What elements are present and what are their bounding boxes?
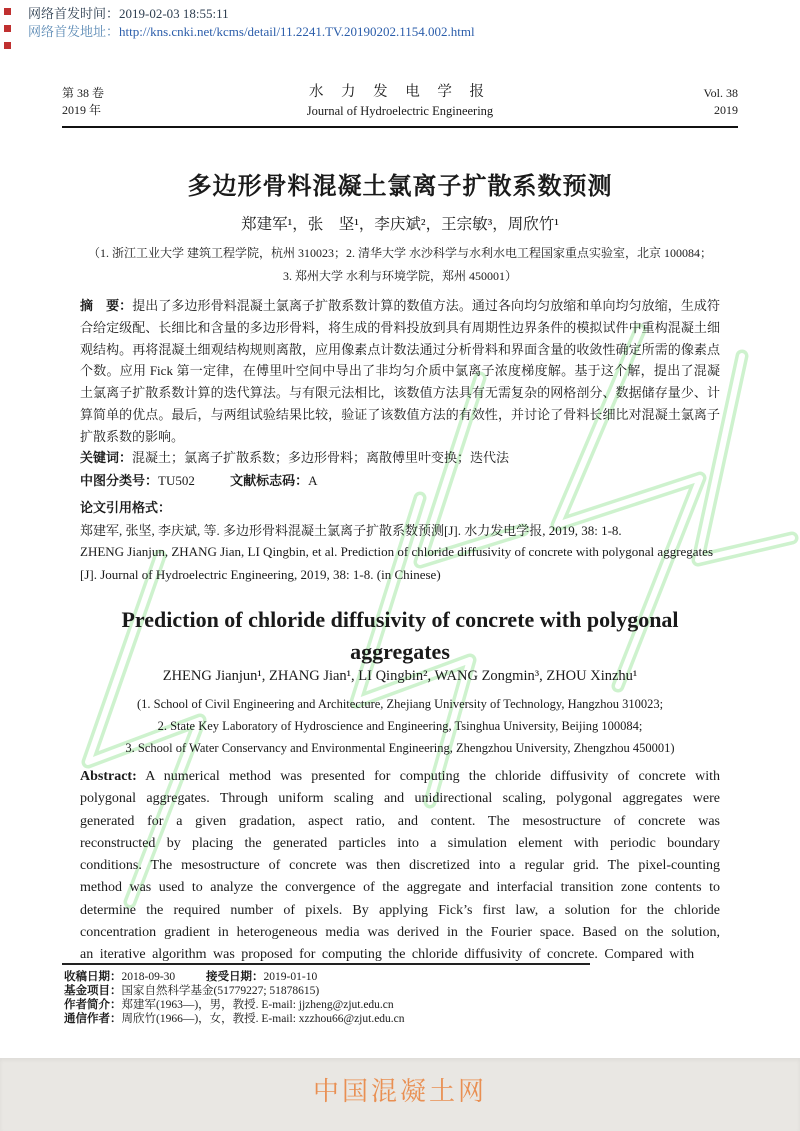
clc-value: TU502 — [158, 473, 195, 488]
journal-title-cn: 水 力 发 电 学 报 — [308, 84, 492, 100]
article-title-cn: 多边形骨料混凝土氯离子扩散系数预测 — [187, 174, 613, 200]
authors-en: ZHENG Jianjun¹, ZHANG Jian¹, LI Qingbin², WANG Zongmin³, ZHOU Xinzhu¹ — [162, 668, 638, 684]
keywords-label: 关键词： — [80, 450, 133, 465]
abstract-cn-label: 摘 要： — [80, 298, 133, 313]
abstract-cn — [80, 295, 720, 448]
bio-text: 郑建军(1963—)，男，教授. E-mail: jjzheng@zjut.edu.cn — [121, 999, 394, 1011]
bio-label: 作者简介： — [64, 999, 122, 1011]
fund-label: 基金项目： — [64, 985, 122, 997]
abstract-en-text: A numerical method was presented for computing the chloride diffusivity of concrete with polygonal aggregates. Through uniform scaling and unidirectional scaling, polygonal aggregates were generated for a given gradation, aspect ratio, and content. The mesostructure of concrete was reconstructed by placing the generated particles into a simulation element with periodic boundary conditions. The mesostructure of concrete was then discretized into a regular grid. The pixel-counting method was used to analyze the convergence of the aggregate and interfacial transition zone contents to determine the required number of pixels. By applying Fick’s first law, a solution for the chloride concentration gradient in heterogeneous media was derived in the Fourier space. Based on the solution, an iterative algorithm was proposed for computing the chloride diffusivity of concrete. Compared with — [80, 769, 720, 963]
keywords-text: 混凝土；氯离子扩散系数；多边形骨料；离散傅里叶变换；迭代法 — [132, 450, 510, 465]
authors-cn: 郑建军¹，张 坚¹，李庆斌²，王宗敏³，周欣竹¹ — [241, 216, 559, 233]
received-label: 收稿日期： — [64, 971, 122, 983]
clc-label: 中图分类号： — [80, 473, 159, 488]
corresponding-line — [64, 1012, 405, 1026]
masthead-volume-cn — [62, 85, 152, 119]
site-watermark-band — [0, 1058, 800, 1131]
red-edge-marker — [4, 8, 11, 15]
doc-code-label: 文献标志码： — [230, 473, 309, 488]
abstract-en — [80, 766, 720, 967]
volume-cn: 第 38 卷 — [62, 86, 105, 100]
affiliation-en-line1: (1. School of Civil Engineering and Architecture, Zhejiang University of Technology, Hangzhou 310023; — [136, 697, 664, 711]
classification-line — [80, 470, 720, 489]
masthead-journal-title — [152, 80, 648, 119]
publish-time-line — [28, 5, 475, 23]
citation-heading: 论文引用格式： — [80, 500, 172, 515]
received-date: 2018-09-30 — [121, 971, 176, 983]
affiliation-en-line3: 3. School of Water Conservancy and Environmental Engineering, Zhengzhou University, Zhengzhou 450001) — [125, 741, 675, 755]
publish-url-line — [28, 23, 475, 41]
article-title-en-text: Prediction of chloride diffusivity of concrete with polygonal aggregates — [121, 607, 679, 664]
red-edge-marker — [4, 25, 11, 32]
year-en: 2019 — [714, 103, 738, 117]
online-first-info — [28, 5, 475, 41]
abstract-cn-text: 提出了多边形骨料混凝土氯离子扩散系数计算的数值方法。通过各向均匀放缩和单向均匀放缩，生成符合给定级配、长细比和含量的多边形骨料，将生成的骨料投放到具有周期性边界条件的模拟试件中重构混凝土细观结构。再将混凝土细观结构规则离散，应用像素点计数法通过分析骨料和界面含量的收敛性确定所需的像素点个数。应用 Fick 第一定律，在傅里叶空间中导出了非均匀介质中氯离子浓度梯度解。基于这个解，提出了混凝土氯离子扩散系数计算的迭代算法。与有限元法相比，该数值方法具有无需复杂的网格剖分、数据储存量少、计算简单的优点。最后，与两组试验结果比较，验证了该数值方法的有效性，并讨论了骨料长细比对混凝土氯离子扩散系数的影响。 — [80, 298, 720, 444]
affiliation-cn-line2: 3. 郑州大学 水利与环境学院，郑州 450001） — [282, 268, 517, 283]
publish-url-label: 网络首发地址： — [28, 24, 120, 39]
citation-cn: 郑建军, 张坚, 李庆斌, 等. 多边形骨料混凝土氯离子扩散系数预测[J]. 水力发电学报, 2019, 38: 1-8. — [80, 523, 622, 538]
publish-url-link[interactable]: http://kns.cnki.net/kcms/detail/11.2241.TV.20190202.1154.002.html — [119, 24, 475, 39]
doc-code-value: A — [308, 473, 318, 488]
citation-en: ZHENG Jianjun, ZHANG Jian, LI Qingbin, et al. Prediction of chloride diffusivity of concrete with polygonal aggregates [J]. Journal of Hydroelectric Engineering, 2019, 38: 1-8. (in Chinese) — [80, 544, 714, 582]
accepted-date: 2019-01-10 — [263, 971, 318, 983]
abstract-en-label: Abstract: — [80, 769, 137, 784]
footnote-divider — [62, 963, 590, 965]
affiliation-en-line2: 2. State Key Laboratory of Hydroscience and Engineering, Tsinghua University, Beijing 100084; — [157, 719, 643, 733]
year-cn: 2019 年 — [62, 103, 102, 117]
journal-title-en: Journal of Hydroelectric Engineering — [306, 104, 494, 118]
publish-time-label: 网络首发时间： — [28, 6, 120, 21]
accepted-label: 接受日期： — [206, 971, 264, 983]
publish-time-value: 2019-02-03 18:55:11 — [119, 6, 229, 21]
received-line — [64, 970, 405, 984]
volume-en: Vol. 38 — [703, 86, 738, 100]
keywords-line — [80, 447, 720, 466]
article-title-en — [0, 604, 800, 668]
corresponding-label: 通信作者： — [64, 1013, 122, 1025]
masthead-volume-en — [648, 85, 738, 119]
red-edge-marker — [4, 42, 11, 49]
affiliations-cn — [0, 242, 800, 287]
corresponding-text: 周欣竹(1966—)，女，教授. E-mail: xzzhou66@zjut.edu.cn — [121, 1013, 405, 1025]
fund-line — [64, 984, 405, 998]
journal-masthead — [62, 80, 738, 128]
author-bio-line — [64, 998, 405, 1012]
footnote-block — [64, 970, 405, 1026]
site-watermark-text: 中国混凝土网 — [312, 1076, 487, 1106]
affiliations-en — [0, 693, 800, 759]
affiliation-cn-line1: （1. 浙江工业大学 建筑工程学院，杭州 310023；2. 清华大学 水沙科学与水利水电工程国家重点实验室，北京 100084； — [87, 246, 712, 260]
fund-text: 国家自然科学基金(51779227; 51878615) — [121, 985, 320, 997]
